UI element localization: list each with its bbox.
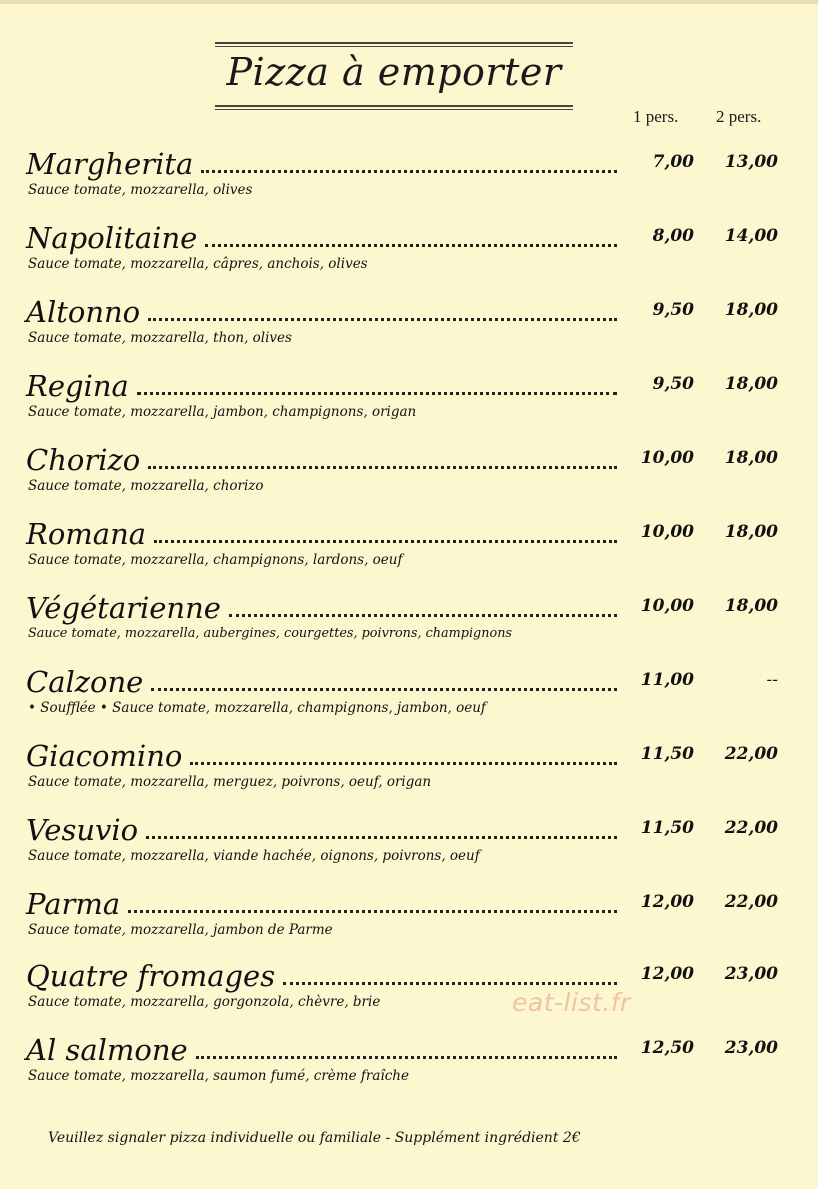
price-2-pers: 23,00 (724, 964, 778, 984)
menu-item (0, 220, 818, 290)
pizza-description: Sauce tomate, mozzarella, câpres, anchois, olives (28, 256, 368, 272)
title-rule-top (215, 42, 573, 47)
menu-item (0, 664, 818, 734)
dot-leader (151, 688, 617, 691)
price-2-pers: 18,00 (724, 448, 778, 468)
pizza-name: Napolitaine (26, 220, 205, 256)
pizza-name: Calzone (26, 664, 151, 700)
pizza-name: Chorizo (26, 442, 148, 478)
dot-leader (205, 244, 617, 247)
price-1-pers: 10,00 (640, 448, 694, 468)
dot-leader (196, 1056, 617, 1059)
dot-leader (128, 910, 617, 913)
pizza-name: Romana (26, 516, 154, 552)
pizza-name: Quatre fromages (26, 958, 283, 994)
pizza-name: Regina (26, 368, 137, 404)
pizza-description: Sauce tomate, mozzarella, gorgonzola, chèvre, brie (28, 994, 381, 1010)
price-2-pers: 22,00 (724, 892, 778, 912)
price-2-pers: 14,00 (724, 226, 778, 246)
column-header-2-pers: 2 pers. (716, 107, 762, 126)
footer-note: Veuillez signaler pizza individuelle ou familiale - Supplément ingrédient 2€ (48, 1130, 581, 1146)
page-edge (0, 0, 818, 4)
menu-item (0, 516, 818, 586)
price-2-pers: 13,00 (724, 152, 778, 172)
menu-item (0, 294, 818, 364)
pizza-name: Parma (26, 886, 128, 922)
price-1-pers: 10,00 (640, 596, 694, 616)
price-2-pers: -- (766, 670, 778, 690)
title-box (215, 42, 573, 110)
price-1-pers: 9,50 (652, 374, 694, 394)
pizza-name: Vesuvio (26, 812, 146, 848)
pizza-description: Sauce tomate, mozzarella, jambon de Parme (28, 922, 333, 938)
price-1-pers: 8,00 (652, 226, 694, 246)
pizza-description: Sauce tomate, mozzarella, thon, olives (28, 330, 292, 346)
pizza-description: Sauce tomate, mozzarella, chorizo (28, 478, 264, 494)
dot-leader (154, 540, 617, 543)
pizza-description: Sauce tomate, mozzarella, champignons, lardons, oeuf (28, 552, 403, 568)
pizza-name: Margherita (26, 146, 201, 182)
menu-item (0, 812, 818, 882)
title-rule-bottom (215, 105, 573, 110)
pizza-description: Sauce tomate, mozzarella, saumon fumé, crème fraîche (28, 1068, 409, 1084)
watermark: eat-list.fr (512, 988, 631, 1017)
pizza-description: Sauce tomate, mozzarella, aubergines, courgettes, poivrons, champignons (28, 626, 513, 641)
price-2-pers: 22,00 (724, 818, 778, 838)
dot-leader (190, 762, 617, 765)
pizza-name: Giacomino (26, 738, 190, 774)
pizza-description: Sauce tomate, mozzarella, merguez, poivrons, oeuf, origan (28, 774, 432, 790)
menu-item (0, 368, 818, 438)
price-1-pers: 11,00 (640, 670, 694, 690)
dot-leader (283, 982, 617, 985)
price-1-pers: 12,00 (640, 892, 694, 912)
pizza-name: Végétarienne (26, 590, 229, 626)
price-1-pers: 11,50 (640, 818, 694, 838)
dot-leader (229, 614, 617, 617)
price-1-pers: 9,50 (652, 300, 694, 320)
price-2-pers: 18,00 (724, 522, 778, 542)
pizza-description: • Soufflée • Sauce tomate, mozzarella, champignons, jambon, oeuf (28, 700, 486, 716)
menu-item (0, 1032, 818, 1102)
page-title: Pizza à emporter (226, 50, 562, 94)
dot-leader (148, 466, 617, 469)
price-2-pers: 23,00 (724, 1038, 778, 1058)
menu-item (0, 886, 818, 956)
dot-leader (137, 392, 617, 395)
pizza-name: Altonno (26, 294, 148, 330)
price-2-pers: 18,00 (724, 596, 778, 616)
price-1-pers: 7,00 (652, 152, 694, 172)
menu-item (0, 146, 818, 216)
price-1-pers: 11,50 (640, 744, 694, 764)
pizza-description: Sauce tomate, mozzarella, viande hachée, oignons, poivrons, oeuf (28, 848, 480, 864)
price-2-pers: 18,00 (724, 374, 778, 394)
price-2-pers: 18,00 (724, 300, 778, 320)
dot-leader (146, 836, 617, 839)
dot-leader (148, 318, 617, 321)
dot-leader (201, 170, 617, 173)
menu-item (0, 590, 818, 660)
menu-item (0, 738, 818, 808)
price-1-pers: 10,00 (640, 522, 694, 542)
price-1-pers: 12,50 (640, 1038, 694, 1058)
column-header-1-pers: 1 pers. (633, 107, 679, 126)
pizza-description: Sauce tomate, mozzarella, jambon, champignons, origan (28, 404, 417, 420)
price-2-pers: 22,00 (724, 744, 778, 764)
pizza-name: Al salmone (26, 1032, 196, 1068)
price-1-pers: 12,00 (640, 964, 694, 984)
menu-item (0, 958, 818, 1028)
menu-item (0, 442, 818, 512)
pizza-description: Sauce tomate, mozzarella, olives (28, 182, 253, 198)
